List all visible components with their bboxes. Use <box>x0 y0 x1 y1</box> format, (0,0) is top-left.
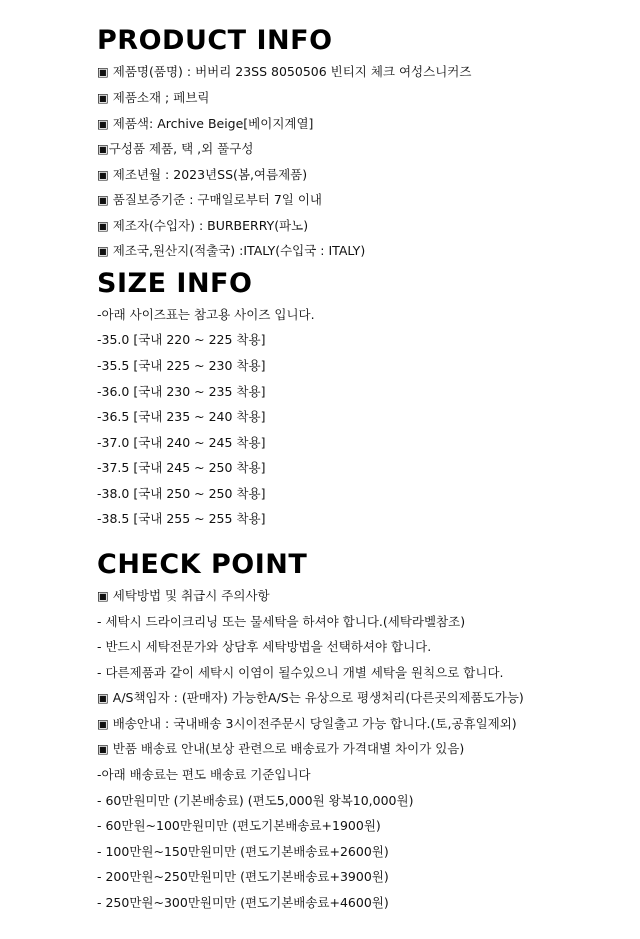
product-info-line: ▣ 제품색: Archive Beige[베이지계열] <box>97 116 314 131</box>
check-point-line: - 60만원~100만원미만 (편도기본배송료+1900원) <box>97 818 381 833</box>
size-info-line: -36.5 [국내 235 ~ 240 착용] <box>97 409 266 424</box>
size-info-line: -37.0 [국내 240 ~ 245 착용] <box>97 435 266 450</box>
check-point-line: - 100만원~150만원미만 (편도기본배송료+2600원) <box>97 844 389 859</box>
check-point-line: -아래 배송료는 편도 배송료 기준입니다 <box>97 767 311 782</box>
size-info-line: -35.0 [국내 220 ~ 225 착용] <box>97 332 266 347</box>
size-info-line: -35.5 [국내 225 ~ 230 착용] <box>97 358 266 373</box>
product-info-line: ▣ 제조자(수입자) : BURBERRY(파노) <box>97 218 309 233</box>
check-point-line: - 250만원~300만원미만 (편도기본배송료+4600원) <box>97 895 389 910</box>
size-info-line: -38.5 [국내 255 ~ 255 착용] <box>97 511 266 526</box>
check-point-line: - 200만원~250만원미만 (편도기본배송료+3900원) <box>97 869 389 884</box>
size-info-line: -38.0 [국내 250 ~ 250 착용] <box>97 486 266 501</box>
size-info-heading: SIZE INFO <box>97 268 253 299</box>
product-info-line: ▣ 제품명(품명) : 버버리 23SS 8050506 빈티지 체크 여성스니커즈 <box>97 64 472 79</box>
product-info-heading: PRODUCT INFO <box>97 25 333 56</box>
check-point-line: - 60만원미만 (기본배송료) (편도5,000원 왕복10,000원) <box>97 793 414 808</box>
check-point-line: - 다른제품과 같이 세탁시 이염이 될수있으니 개별 세탁을 원칙으로 합니다. <box>97 665 504 680</box>
size-info-line: -37.5 [국내 245 ~ 250 착용] <box>97 460 266 475</box>
size-info-line: -36.0 [국내 230 ~ 235 착용] <box>97 384 266 399</box>
check-point-line: ▣ 배송안내 : 국내배송 3시이전주문시 당일출고 가능 합니다.(토,공휴일제외) <box>97 716 517 731</box>
product-info-line: ▣ 제품소재 ; 페브릭 <box>97 90 210 105</box>
product-info-line: ▣ 품질보증기준 : 구매일로부터 7일 이내 <box>97 192 322 207</box>
check-point-line: - 세탁시 드라이크리닝 또는 물세탁을 하셔야 합니다.(세탁라벨참조) <box>97 614 466 629</box>
check-point-heading: CHECK POINT <box>97 549 308 580</box>
product-info-line: ▣구성품 제품, 택 ,외 풀구성 <box>97 141 254 156</box>
product-info-line: ▣ 제조년월 : 2023년SS(봄,여름제품) <box>97 167 308 182</box>
check-point-line: ▣ 세탁방법 및 취급시 주의사항 <box>97 588 270 603</box>
product-info-line: ▣ 제조국,원산지(적출국) :ITALY(수입국 : ITALY) <box>97 243 366 258</box>
check-point-line: ▣ A/S책임자 : (판매자) 가능한A/S는 유상으로 평생처리(다른곳의제품도가능) <box>97 690 524 705</box>
check-point-line: - 반드시 세탁전문가와 상담후 세탁방법을 선택하셔야 합니다. <box>97 639 432 654</box>
check-point-line: ▣ 반품 배송료 안내(보상 관련으로 배송료가 가격대별 차이가 있음) <box>97 741 465 756</box>
size-info-line: -아래 사이즈표는 참고용 사이즈 입니다. <box>97 307 315 322</box>
